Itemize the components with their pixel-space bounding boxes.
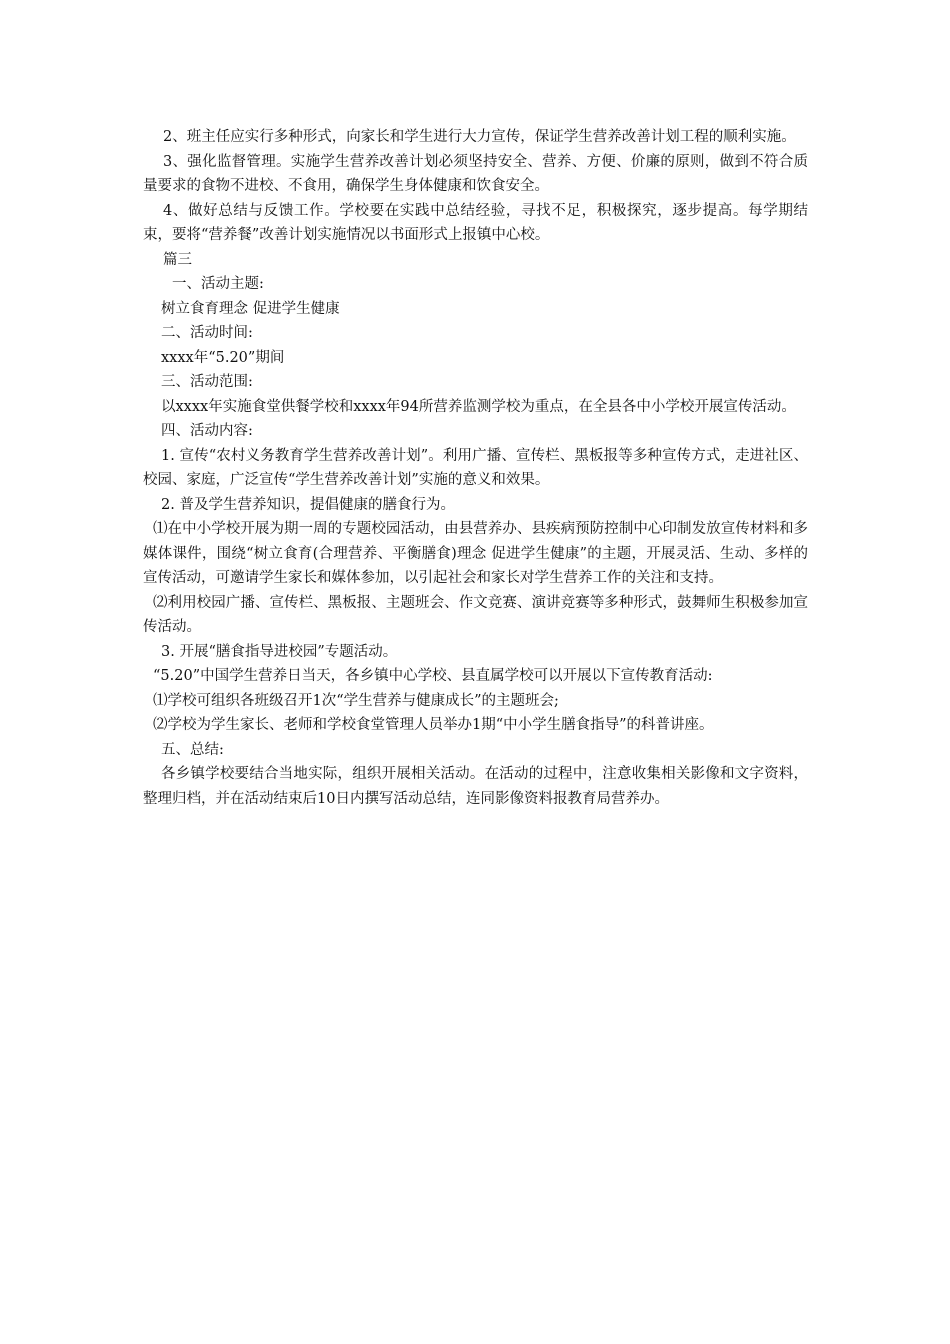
section-heading-part-three: 篇三 [163,251,192,268]
paragraph-summary-feedback: 4、做好总结与反馈工作。学校要在实践中总结经验，寻找不足，积极探究，逐步提高。每学期结束，要将“营养餐”改善计划实施情况以书面形式上报镇中心校。 [143,202,808,243]
content-item-2: 2. 普及学生营养知识，提倡健康的膳食行为。 [161,496,455,513]
content-item-3: 3. 开展“膳食指导进校园”专题活动。 [161,643,398,660]
paragraph-supervision: 3、强化监督管理。实施学生营养改善计划必须坚持安全、营养、方便、价廉的原则，做到不符合质量要求的食物不进校、不食用，确保学生身体健康和饮食安全。 [143,153,808,194]
content-item-2-sub-1: ⑴在中小学校开展为期一周的专题校园活动，由县营养办、县疾病预防控制中心印制发放宣传材料和多媒体课件，围绕“树立食育(合理营养、平衡膳食)理念 促进学生健康”的主题，开展灵活、生动、多样的宣传活动，可邀请学生家长和媒体参加，以引起社会和家长对学生营养工作的关注和支持。 [143,521,808,586]
paragraph-class-teacher-publicity: 2、班主任应实行多种形式，向家长和学生进行大力宣传，保证学生营养改善计划工程的顺利实施。 [163,129,796,145]
heading-activity-time: 二、活动时间: [161,325,253,341]
content-item-3-sub-1: ⑴学校可组织各班级召开1次“学生营养与健康成长”的主题班会; [153,692,559,709]
content-item-2-sub-2: ⑵利用校园广播、宣传栏、黑板报、主题班会、作文竞赛、演讲竞赛等多种形式，鼓舞师生积极参加宣传活动。 [143,594,808,635]
activity-scope-text: 以xxxx年实施食堂供餐学校和xxxx年94所营养监测学校为重点，在全县各中小学校开展宣传活动。 [161,398,796,415]
content-item-3-intro: “5.20”中国学生营养日当天，各乡镇中心学校、县直属学校可以开展以下宣传教育活动: [153,668,713,684]
content-item-1: 1. 宣传“农村义务教育学生营养改善计划”。利用广播、宣传栏、黑板报等多种宣传方式，走进社区、校园、家庭，广泛宣传“学生营养改善计划”实施的意义和效果。 [143,447,808,488]
heading-summary: 五、总结: [161,741,224,758]
activity-theme-text: 树立食育理念 促进学生健康 [161,300,340,317]
activity-time-text: xxxx年“5.20”期间 [161,349,285,366]
document-body [143,125,808,811]
heading-activity-scope: 三、活动范围: [161,374,253,390]
content-item-3-sub-2: ⑵学校为学生家长、老师和学校食堂管理人员举办1期“中小学生膳食指导”的科普讲座。 [153,717,714,733]
summary-text: 各乡镇学校要结合当地实际，组织开展相关活动。在活动的过程中，注意收集相关影像和文字资料，整理归档，并在活动结束后10日内撰写活动总结，连同影像资料报教育局营养办。 [143,766,808,807]
heading-activity-theme: 一、活动主题: [172,276,264,292]
heading-activity-content: 四、活动内容: [161,423,253,439]
